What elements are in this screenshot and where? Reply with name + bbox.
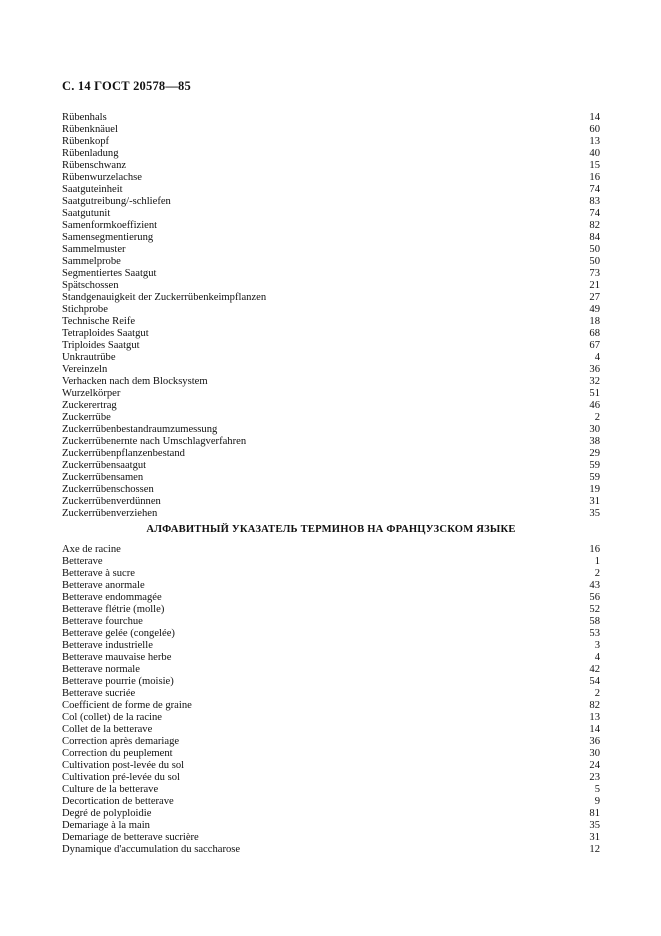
index-term: Rübenkopf: [62, 136, 110, 147]
index-entry: [62, 652, 600, 664]
index-page-number: 16: [589, 544, 600, 555]
index-entry: [62, 832, 600, 844]
index-page-number: 27: [589, 292, 600, 303]
index-entry: [62, 412, 600, 424]
index-term: Saatguteinheit: [62, 184, 123, 195]
index-page-number: 67: [589, 340, 600, 351]
index-term: Cultivation pré-levée du sol: [62, 772, 180, 783]
index-entry: [62, 700, 600, 712]
index-page-number: 84: [589, 232, 600, 243]
index-entry: [62, 244, 600, 256]
index-term: Unkrautrübe: [62, 352, 116, 363]
index-term: Rübenladung: [62, 148, 119, 159]
index-entry: [62, 760, 600, 772]
index-term: Betterave industrielle: [62, 640, 153, 651]
index-term: Standgenauigkeit der Zuckerrübenkeimpflanzen: [62, 292, 267, 303]
index-page-number: 29: [589, 448, 600, 459]
index-page-number: 74: [589, 208, 600, 219]
index-page-number: 9: [594, 796, 600, 807]
index-entry: [62, 304, 600, 316]
index-entry: [62, 724, 600, 736]
index-term: Spätschossen: [62, 280, 119, 291]
index-page-number: 32: [589, 376, 600, 387]
index-term: Wurzelkörper: [62, 388, 121, 399]
index-entry: [62, 556, 600, 568]
index-page-number: 82: [589, 700, 600, 711]
index-entry: [62, 196, 600, 208]
index-term: Sammelprobe: [62, 256, 121, 267]
index-entry: [62, 472, 600, 484]
index-entry: [62, 436, 600, 448]
index-entry: [62, 712, 600, 724]
index-page-number: 14: [589, 112, 600, 123]
index-term: Betterave à sucre: [62, 568, 135, 579]
index-page-number: 82: [589, 220, 600, 231]
index-term: Cultivation post-levée du sol: [62, 760, 185, 771]
index-page-number: 43: [589, 580, 600, 591]
french-index-title: АЛФАВИТНЫЙ УКАЗАТЕЛЬ ТЕРМИНОВ НА ФРАНЦУЗСКОМ ЯЗЫКЕ: [146, 524, 516, 535]
index-entry: [62, 664, 600, 676]
index-term: Collet de la betterave: [62, 724, 153, 735]
index-page-number: 13: [589, 136, 600, 147]
index-entry: [62, 424, 600, 436]
index-page-number: 73: [589, 268, 600, 279]
index-term: Betterave pourrie (moisie): [62, 676, 174, 687]
index-entry: [62, 340, 600, 352]
index-page-number: 13: [589, 712, 600, 723]
index-entry: [62, 460, 600, 472]
index-page-number: 81: [589, 808, 600, 819]
index-page-number: 35: [589, 820, 600, 831]
index-page-number: 36: [589, 736, 600, 747]
index-entry: [62, 688, 600, 700]
index-page-number: 14: [589, 724, 600, 735]
index-page-number: 51: [589, 388, 600, 399]
index-page-number: 3: [594, 640, 600, 651]
index-page-number: 24: [589, 760, 600, 771]
index-term: Stichprobe: [62, 304, 108, 315]
index-page-number: 16: [589, 172, 600, 183]
index-page-number: 31: [589, 496, 600, 507]
index-entry: [62, 376, 600, 388]
index-term: Segmentiertes Saatgut: [62, 268, 157, 279]
index-term: Betterave gelée (congelée): [62, 628, 175, 639]
index-term: Rübenwurzelachse: [62, 172, 143, 183]
index-entry: [62, 844, 600, 856]
index-entry: [62, 640, 600, 652]
index-entry: [62, 112, 600, 124]
index-entry: [62, 772, 600, 784]
index-entry: [62, 736, 600, 748]
index-page-number: 59: [589, 460, 600, 471]
index-page-number: 2: [594, 688, 600, 699]
index-entry: [62, 820, 600, 832]
index-term: Samenformkoeffizient: [62, 220, 158, 231]
index-term: Col (collet) de la racine: [62, 712, 163, 723]
index-page-number: 30: [589, 748, 600, 759]
index-entry: [62, 160, 600, 172]
index-term: Vereinzeln: [62, 364, 108, 375]
index-page-number: 21: [589, 280, 600, 291]
index-page-number: 83: [589, 196, 600, 207]
index-entry: [62, 484, 600, 496]
index-entry: [62, 148, 600, 160]
index-term: Zuckerrübenverdünnen: [62, 496, 161, 507]
index-entry: [62, 388, 600, 400]
index-page-number: 15: [589, 160, 600, 171]
index-page-number: 2: [594, 412, 600, 423]
page-header: С. 14 ГОСТ 20578—85: [62, 79, 191, 93]
index-term: Decortication de betterave: [62, 796, 174, 807]
index-entry: [62, 508, 600, 520]
index-term: Betterave flétrie (molle): [62, 604, 165, 615]
index-term: Rübenhals: [62, 112, 107, 123]
index-page-number: 36: [589, 364, 600, 375]
index-entry: [62, 316, 600, 328]
index-entry: [62, 172, 600, 184]
index-page-number: 40: [589, 148, 600, 159]
index-term: Zuckerertrag: [62, 400, 117, 411]
index-page-number: 50: [589, 244, 600, 255]
index-page-number: 30: [589, 424, 600, 435]
index-entry: [62, 232, 600, 244]
index-page-number: 2: [594, 568, 600, 579]
index-term: Zuckerrübenverziehen: [62, 508, 158, 519]
index-term: Betterave normale: [62, 664, 140, 675]
index-entry: [62, 220, 600, 232]
index-page-number: 46: [589, 400, 600, 411]
index-entry: [62, 280, 600, 292]
index-term: Betterave: [62, 556, 103, 567]
index-entry: [62, 496, 600, 508]
index-term: Betterave anormale: [62, 580, 145, 591]
index-page-number: 4: [594, 652, 600, 663]
index-page-number: 68: [589, 328, 600, 339]
index-entry: [62, 676, 600, 688]
index-term: Saatgutunit: [62, 208, 111, 219]
index-term: Samensegmentierung: [62, 232, 154, 243]
index-page-number: 50: [589, 256, 600, 267]
index-term: Zuckerrübenbestandraumzumessung: [62, 424, 218, 435]
index-page-number: 38: [589, 436, 600, 447]
index-page-number: 59: [589, 472, 600, 483]
index-entry: [62, 796, 600, 808]
french-term-index: [62, 544, 600, 856]
index-term: Triploides Saatgut: [62, 340, 140, 351]
index-term: Betterave fourchue: [62, 616, 143, 627]
index-term: Dynamique d'accumulation du saccharose: [62, 844, 241, 855]
index-entry: [62, 292, 600, 304]
index-entry: [62, 748, 600, 760]
index-entry: [62, 580, 600, 592]
index-term: Sammelmuster: [62, 244, 126, 255]
german-term-index: [62, 112, 600, 520]
index-entry: [62, 184, 600, 196]
index-entry: [62, 628, 600, 640]
index-page-number: 60: [589, 124, 600, 135]
index-page-number: 54: [589, 676, 600, 687]
index-term: Correction après demariage: [62, 736, 180, 747]
index-page-number: 42: [589, 664, 600, 675]
index-entry: [62, 124, 600, 136]
index-entry: [62, 604, 600, 616]
index-term: Rübenknäuel: [62, 124, 118, 135]
index-page-number: 12: [589, 844, 600, 855]
index-term: Axe de racine: [62, 544, 121, 555]
index-entry: [62, 808, 600, 820]
index-page-number: 74: [589, 184, 600, 195]
index-term: Rübenschwanz: [62, 160, 127, 171]
index-term: Betterave endommagée: [62, 592, 162, 603]
index-term: Correction du peuplement: [62, 748, 173, 759]
index-term: Zuckerrübenpflanzenbestand: [62, 448, 185, 459]
index-term: Demariage à la main: [62, 820, 150, 831]
index-entry: [62, 400, 600, 412]
index-term: Verhacken nach dem Blocksystem: [62, 376, 208, 387]
index-term: Coefficient de forme de graine: [62, 700, 192, 711]
index-page-number: 4: [594, 352, 600, 363]
index-term: Demariage de betterave sucrière: [62, 832, 199, 843]
index-entry: [62, 328, 600, 340]
index-page-number: 1: [594, 556, 600, 567]
index-term: Zuckerrübenschossen: [62, 484, 154, 495]
index-page-number: 53: [589, 628, 600, 639]
index-term: Culture de la betterave: [62, 784, 159, 795]
index-term: Saatgutreibung/-schliefen: [62, 196, 171, 207]
index-entry: [62, 268, 600, 280]
index-page-number: 23: [589, 772, 600, 783]
index-page-number: 52: [589, 604, 600, 615]
index-page-number: 56: [589, 592, 600, 603]
index-entry: [62, 136, 600, 148]
index-term: Betterave sucriée: [62, 688, 136, 699]
index-term: Tetraploides Saatgut: [62, 328, 149, 339]
index-term: Degré de polyploidie: [62, 808, 152, 819]
index-page-number: 18: [589, 316, 600, 327]
index-page-number: 58: [589, 616, 600, 627]
index-page-number: 31: [589, 832, 600, 843]
index-entry: [62, 568, 600, 580]
index-entry: [62, 208, 600, 220]
index-term: Zuckerrübe: [62, 412, 111, 423]
index-entry: [62, 352, 600, 364]
index-page-number: 49: [589, 304, 600, 315]
index-entry: [62, 784, 600, 796]
index-term: Zuckerrübensamen: [62, 472, 144, 483]
index-page-number: 35: [589, 508, 600, 519]
index-entry: [62, 544, 600, 556]
index-term: Betterave mauvaise herbe: [62, 652, 172, 663]
index-term: Technische Reife: [62, 316, 136, 327]
index-entry: [62, 448, 600, 460]
index-entry: [62, 364, 600, 376]
index-term: Zuckerrübenernte nach Umschlagverfahren: [62, 436, 247, 447]
index-entry: [62, 256, 600, 268]
index-page-number: 5: [594, 784, 600, 795]
index-entry: [62, 616, 600, 628]
index-term: Zuckerrübensaatgut: [62, 460, 147, 471]
index-page-number: 19: [589, 484, 600, 495]
index-entry: [62, 592, 600, 604]
